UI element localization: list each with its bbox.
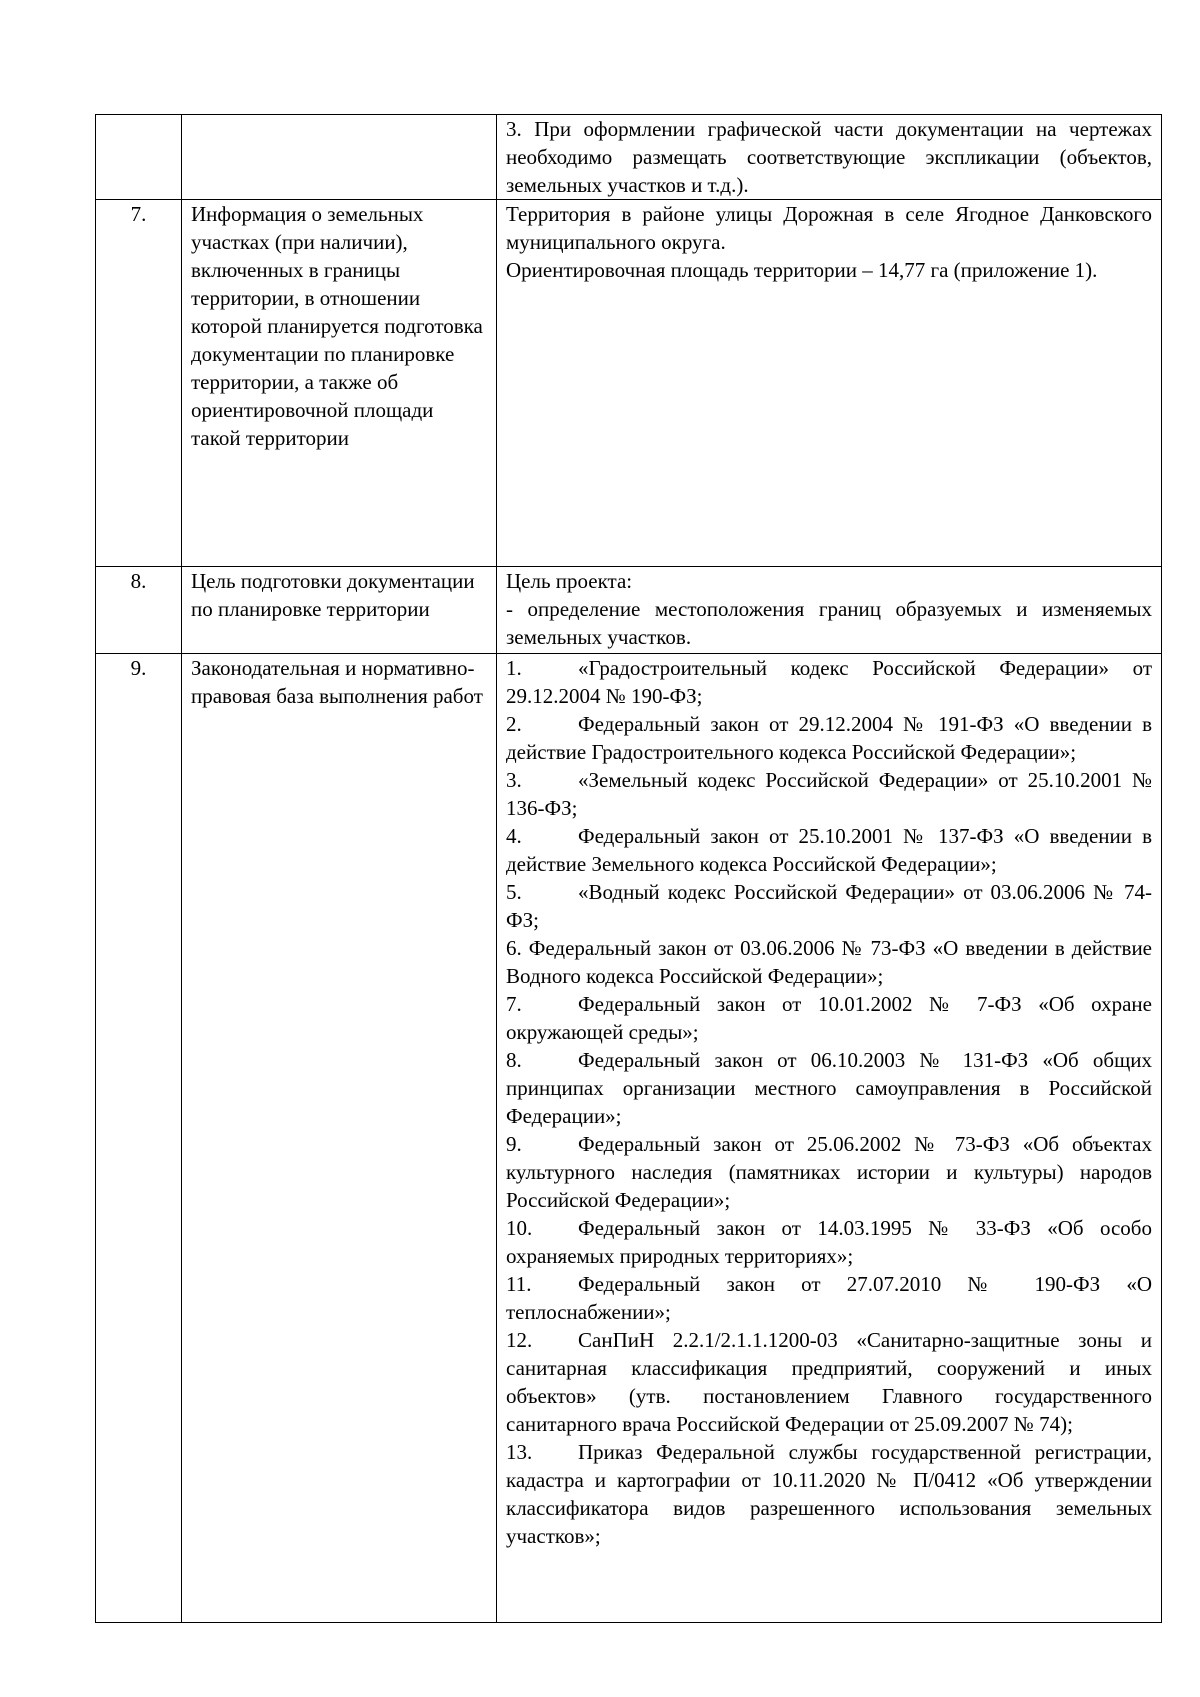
item-number: 11. bbox=[506, 1272, 532, 1296]
legal-basis-item bbox=[506, 1438, 1152, 1550]
row-description-cell: Цель подготовки документации по планировке территории bbox=[182, 567, 497, 654]
item-number: 3. bbox=[506, 768, 522, 792]
row-number-cell: 8. bbox=[96, 567, 182, 654]
item-text: Федеральный закон от 25.10.2001 № 137-ФЗ «О введении в действие Земельного кодекса Российской Федерации»; bbox=[506, 824, 1152, 876]
item-number: 8. bbox=[506, 1048, 522, 1072]
legal-basis-item bbox=[506, 878, 1152, 934]
row-number-cell: 9. bbox=[96, 654, 182, 1623]
table-row bbox=[96, 200, 1162, 567]
item-number: 13. bbox=[506, 1440, 533, 1464]
item-number: 5. bbox=[506, 880, 522, 904]
legal-basis-item bbox=[506, 766, 1152, 822]
legal-basis-list bbox=[497, 654, 1162, 1623]
row-number-cell: 7. bbox=[96, 200, 182, 567]
item-text: Федеральный закон от 14.03.1995 № 33-ФЗ «Об особо охраняемых природных территориях»; bbox=[506, 1216, 1152, 1268]
legal-basis-item bbox=[506, 1270, 1152, 1326]
legal-basis-item bbox=[506, 822, 1152, 878]
item-text: «Градостроительный кодекс Российской Федерации» от 29.12.2004 № 190-ФЗ; bbox=[506, 656, 1152, 708]
item-number: 1. bbox=[506, 656, 522, 680]
item-text: Федеральный закон от 03.06.2006 № 73-ФЗ «О введении в действие Водного кодекса Российской Федерации»; bbox=[506, 936, 1153, 988]
content-paragraph: - определение местоположения границ образуемых и изменяемых земельных участков. bbox=[506, 597, 1152, 649]
row-content-cell bbox=[497, 200, 1162, 567]
legal-basis-item bbox=[506, 710, 1152, 766]
item-number: 9. bbox=[506, 1132, 522, 1156]
row-description-cell: Информация о земельных участках (при наличии), включенных в границы территории, в отношении которой планируется подготовка документации по планировке территории, а также об ориентировочной площади такой территории bbox=[182, 200, 497, 567]
row-description-cell: Законодательная и нормативно-правовая база выполнения работ bbox=[182, 654, 497, 1623]
table-row bbox=[96, 115, 1162, 200]
legal-basis-item bbox=[506, 1130, 1152, 1214]
item-number: 10. bbox=[506, 1216, 533, 1240]
content-paragraph: Ориентировочная площадь территории – 14,77 га (приложение 1). bbox=[506, 258, 1098, 282]
item-number: 4. bbox=[506, 824, 522, 848]
item-number: 6. bbox=[506, 936, 522, 960]
item-text: «Земельный кодекс Российской Федерации» от 25.10.2001 № 136-ФЗ; bbox=[506, 768, 1152, 820]
legal-basis-item bbox=[506, 934, 1152, 990]
content-paragraph: Цель проекта: bbox=[506, 569, 633, 593]
table-row bbox=[96, 567, 1162, 654]
content-paragraph: Территория в районе улицы Дорожная в селе Ягодное Данковского муниципального округа. bbox=[506, 202, 1152, 254]
item-text: Федеральный закон от 10.01.2002 № 7-ФЗ «Об охране окружающей среды»; bbox=[506, 992, 1152, 1044]
table-row bbox=[96, 654, 1162, 1623]
item-text: Федеральный закон от 25.06.2002 № 73-ФЗ «Об объектах культурного наследия (памятниках истории и культуры) народов Российской Федерации»; bbox=[506, 1132, 1152, 1212]
row-content-cell bbox=[497, 567, 1162, 654]
item-number: 12. bbox=[506, 1328, 533, 1352]
item-text: «Водный кодекс Российской Федерации» от 03.06.2006 № 74-ФЗ; bbox=[506, 880, 1152, 932]
row-content-cell: 3. При оформлении графической части документации на чертежах необходимо размещать соответствующие экспликации (объектов, земельных участков и т.д.). bbox=[497, 115, 1162, 200]
legal-basis-item bbox=[506, 654, 1152, 710]
item-number: 2. bbox=[506, 712, 522, 736]
item-text: Федеральный закон от 27.07.2010 № 190-ФЗ «О теплоснабжении»; bbox=[506, 1272, 1152, 1324]
item-text: Приказ Федеральной службы государственной регистрации, кадастра и картографии от 10.11.2020 № П/0412 «Об утверждении классификатора видов разрешенного использования земельных участков»; bbox=[506, 1440, 1152, 1548]
legal-basis-item bbox=[506, 1046, 1152, 1130]
legal-basis-item bbox=[506, 990, 1152, 1046]
item-text: Федеральный закон от 29.12.2004 № 191-ФЗ «О введении в действие Градостроительного кодекса Российской Федерации»; bbox=[506, 712, 1152, 764]
item-text: СанПиН 2.2.1/2.1.1.1200-03 «Санитарно-защитные зоны и санитарная классификация предприятий, сооружений и иных объектов» (утв. постановлением Главного государственного санитарного врача Российской Федерации от 25.09.2007 № 74); bbox=[506, 1328, 1152, 1436]
item-text: Федеральный закон от 06.10.2003 № 131-ФЗ «Об общих принципах организации местного самоуправления в Российской Федерации»; bbox=[506, 1048, 1152, 1128]
row-number-cell bbox=[96, 115, 182, 200]
item-number: 7. bbox=[506, 992, 522, 1016]
legal-basis-item bbox=[506, 1214, 1152, 1270]
row-description-cell bbox=[182, 115, 497, 200]
requirements-table bbox=[95, 114, 1162, 1623]
legal-basis-item bbox=[506, 1326, 1152, 1438]
